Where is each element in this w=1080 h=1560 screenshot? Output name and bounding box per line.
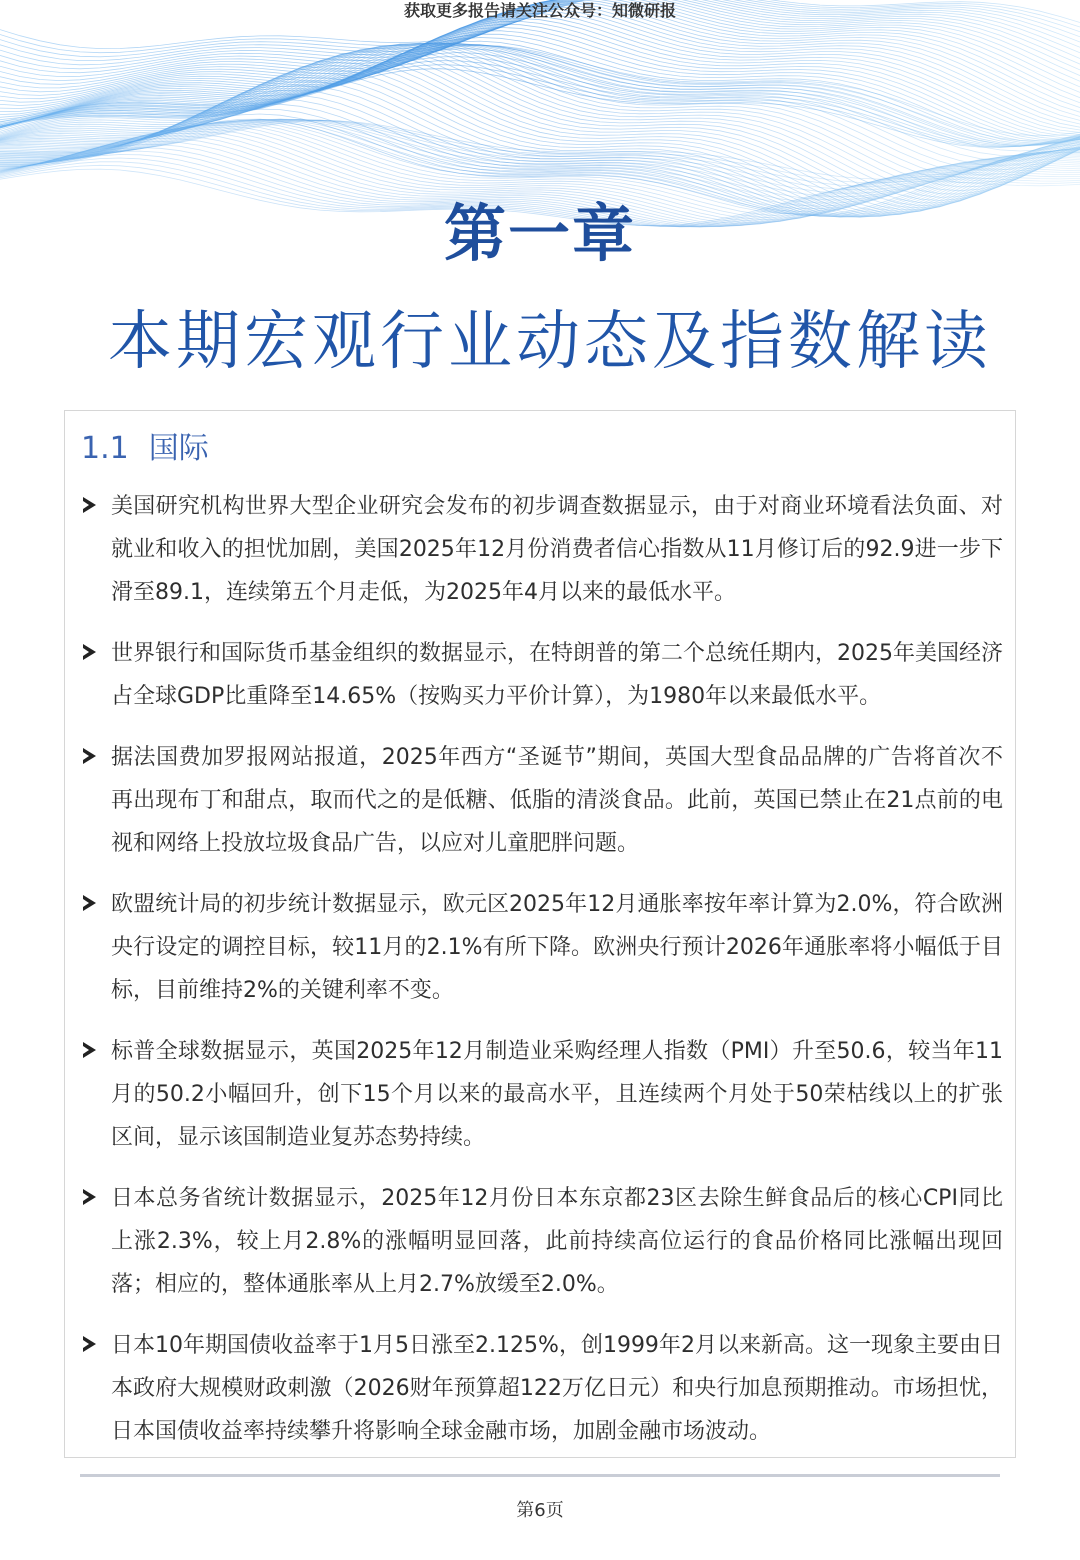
- arrow-bullet-icon: [83, 497, 96, 513]
- list-item-text: 据法国费加罗报网站报道，2025年西方“圣诞节”期间，英国大型食品品牌的广告将首次不再出现布丁和甜点，取而代之的是低糖、低脂的清淡食品。此前，英国已禁止在21点前的电视和网络上投放垃圾食品广告，以应对儿童肥胖问题。: [111, 745, 1003, 856]
- arrow-bullet-icon: [83, 895, 96, 911]
- header-watermark: 获取更多报告请关注公众号：知微研报: [403, 1, 676, 20]
- arrow-bullet-icon: [83, 644, 96, 660]
- list-item-text: 日本总务省统计数据显示，2025年12月份日本东京都23区去除生鲜食品后的核心CPI同比上涨2.3%，较上月2.8%的涨幅明显回落，此前持续高位运行的食品价格同比涨幅出现回落；相应的，整体通胀率从上月2.7%放缓至2.0%。: [111, 1186, 1003, 1297]
- list-item: [81, 1324, 1003, 1453]
- chapter-title: 本期宏观行业动态及指数解读: [108, 305, 992, 379]
- news-list: [81, 485, 1003, 1471]
- content-panel: [64, 410, 1016, 1458]
- list-item: [81, 883, 1003, 1012]
- list-item-text: 欧盟统计局的初步统计数据显示，欧元区2025年12月通胀率按年率计算为2.0%，符合欧洲央行设定的调控目标，较11月的2.1%有所下降。欧洲央行预计2026年通胀率将小幅低于目标，目前维持2%的关键利率不变。: [111, 892, 1003, 1003]
- list-item-text: 日本10年期国债收益率于1月5日涨至2.125%，创1999年2月以来新高。这一现象主要由日本政府大规模财政刺激（2026财年预算超122万亿日元）和央行加息预期推动。市场担忧，日本国债收益率持续攀升将影响全球金融市场，加剧金融市场波动。: [111, 1333, 1003, 1444]
- list-item: [81, 485, 1003, 614]
- list-item-text: 标普全球数据显示，英国2025年12月制造业采购经理人指数（PMI）升至50.6，较当年11月的50.2小幅回升，创下15个月以来的最高水平，且连续两个月处于50荣枯线以上的扩张区间，显示该国制造业复苏态势持续。: [111, 1039, 1003, 1150]
- arrow-bullet-icon: [83, 1042, 96, 1058]
- arrow-bullet-icon: [83, 1189, 96, 1205]
- footer-divider: [80, 1474, 1000, 1477]
- section-number: 1.1: [81, 431, 129, 466]
- list-item-text: 美国研究机构世界大型企业研究会发布的初步调查数据显示，由于对商业环境看法负面、对就业和收入的担忧加剧，美国2025年12月份消费者信心指数从11月修订后的92.9进一步下滑至89.1，连续第五个月走低，为2025年4月以来的最低水平。: [111, 494, 1003, 605]
- list-item: [81, 1177, 1003, 1306]
- arrow-bullet-icon: [83, 1336, 96, 1352]
- section-heading: [81, 429, 209, 469]
- page-number: 第6页: [516, 1500, 564, 1521]
- list-item-text: 世界银行和国际货币基金组织的数据显示，在特朗普的第二个总统任期内，2025年美国经济占全球GDP比重降至14.65%（按购买力平价计算），为1980年以来最低水平。: [111, 641, 1003, 709]
- chapter-label: 第一章: [443, 197, 636, 270]
- list-item: [81, 632, 1003, 718]
- section-title: 国际: [148, 431, 209, 466]
- wave-line: [0, 45, 1080, 145]
- arrow-bullet-icon: [83, 748, 96, 764]
- list-item: [81, 736, 1003, 865]
- list-item: [81, 1030, 1003, 1159]
